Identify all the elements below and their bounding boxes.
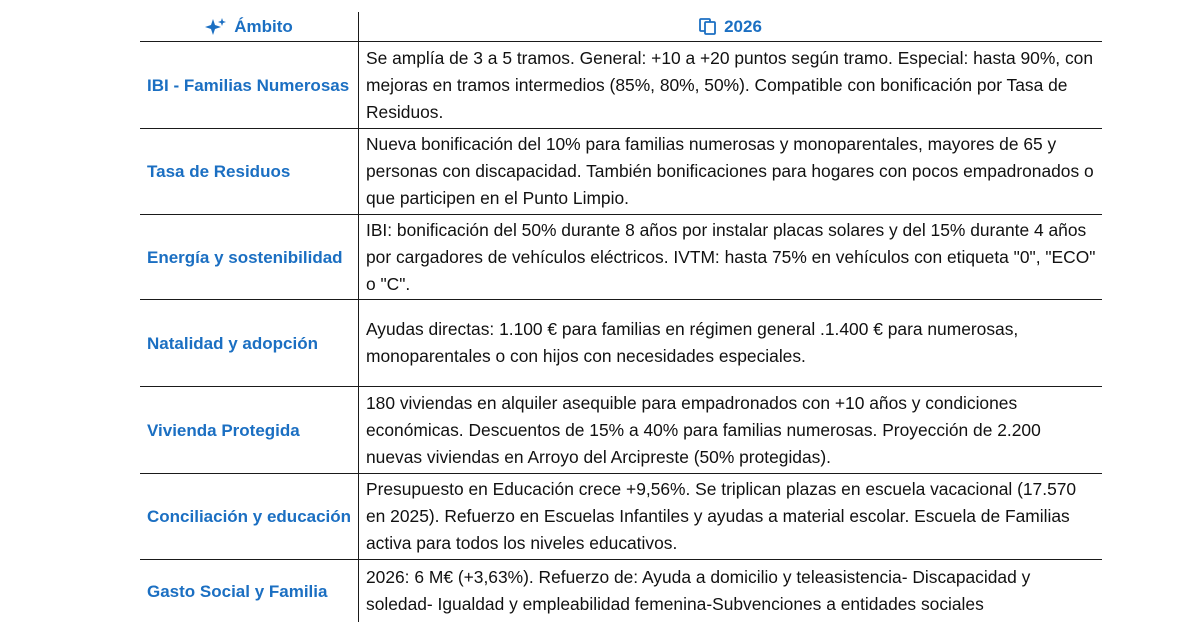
header-cell-2026 [358,12,1102,41]
copy-pages-icon [699,18,717,35]
row-text: Nueva bonificación del 10% para familias numerosas y monoparentales, mayores de 65 y personas con discapacidad. También bonificaciones para hogares con pocos empadronados o que participen en el Punto Limpio. [366,134,1094,208]
sparkles-icon [205,18,227,36]
row-label: Tasa de Residuos [147,162,291,181]
table-row [140,215,1102,300]
table-row [140,129,1102,215]
table-header [140,12,1102,42]
row-text: 180 viviendas en alquiler asequible para empadronados con +10 años y condiciones económicas. Descuentos de 15% a 40% para familias numerosas. Proyección de 2.200 nuevas viviendas en Arroyo del Arcipreste (50% protegidas). [366,392,1041,467]
measures-table [140,12,1102,622]
row-text: Se amplía de 3 a 5 tramos. General: +10 a +20 puntos según tramo. Especial: hasta 90%, con mejoras en tramos intermedios (85%, 80%, 50%). Compatible con bonificación por Tasa de Residuos. [366,47,1093,122]
row-text: Ayudas directas: 1.100 € para familias en régimen general .1.400 € para numerosas, monoparentales o con hijos con necesidades especiales. [366,319,1019,366]
table-row [140,42,1102,129]
table-row [140,387,1102,474]
header-cell-ambito [140,12,358,41]
row-label: IBI - Familias Numerosas [147,75,350,95]
table-row [140,474,1102,560]
row-text: 2026: 6 M€ (+3,63%). Refuerzo de: Ayuda a domicilio y teleasistencia- Discapacidad y soledad- Igualdad y empleabilidad femenina-Subvenciones a entidades sociales [366,567,1031,614]
row-label: Natalidad y adopción [147,333,318,353]
row-text: IBI: bonificación del 50% durante 8 años por instalar placas solares y del 15% durante 4 años por cargadores de vehículos eléctricos. IVTM: hasta 75% en vehículos con etiqueta "0", "ECO" o "C". [366,219,1096,294]
header-label-ambito: Ámbito [234,16,293,36]
table-row [140,560,1102,622]
row-label: Conciliación y educación [147,507,352,526]
row-text: Presupuesto en Educación crece +9,56%. Se triplican plazas en escuela vacacional (17.570 en 2025). Refuerzo en Escuelas Infantiles y ayudas a material escolar. Escuela de Familias activa para todos los niveles educativos. [366,479,1077,553]
header-label-2026: 2026 [724,16,762,36]
row-label: Vivienda Protegida [147,420,300,440]
row-label: Gasto Social y Familia [147,581,328,601]
table-row [140,300,1102,387]
row-label: Energía y sostenibilidad [147,247,343,267]
